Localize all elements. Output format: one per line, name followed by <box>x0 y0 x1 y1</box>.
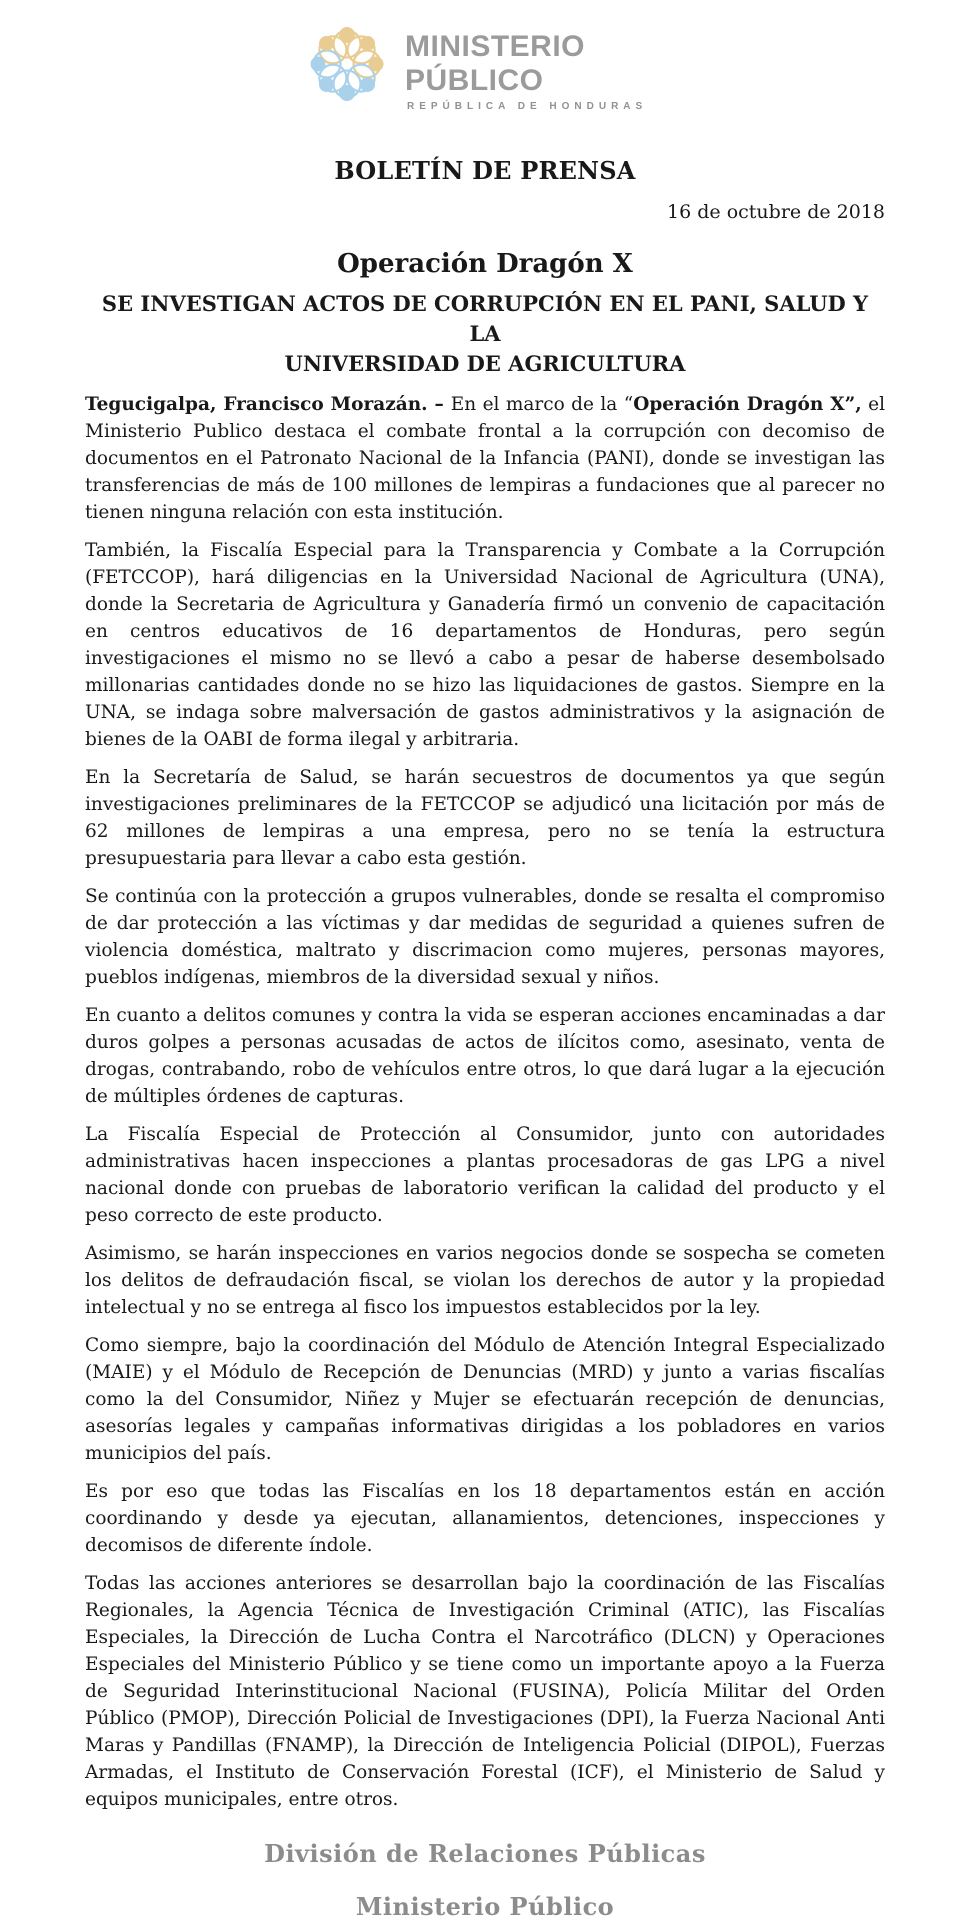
logo-container <box>0 14 970 114</box>
operation-subtitle-line1: SE INVESTIGAN ACTOS DE CORRUPCIÓN EN EL PANI, SALUD Y LA <box>101 291 869 346</box>
footer-division: División de Relaciones Públicas <box>264 1839 706 1869</box>
paragraph-defraudacion-fiscal: Asimismo, se harán inspecciones en varios negocios donde se sospecha se cometen los delitos de defraudación fiscal, se violan los derechos de autor y la propiedad intelectual y no se entrega al fisco los impuestos establecidos por la ley. <box>85 1243 885 1319</box>
lead-paragraph <box>85 386 885 526</box>
paragraph-proteccion-consumidor: La Fiscalía Especial de Protección al Consumidor, junto con autoridades administrativas hacen inspecciones a plantas procesadoras de gas LPG a nivel nacional donde con pruebas de laboratorio verifican la calidad del producto y el peso correcto de este producto. <box>85 1124 885 1227</box>
logo-emblem-people-circle <box>311 27 384 101</box>
ministerio-publico-logo <box>299 14 671 114</box>
paragraph-coordinacion-instituciones: Todas las acciones anteriores se desarrollan bajo la coordinación de las Fiscalías Regionales, la Agencia Técnica de Investigación Criminal (ATIC), las Fiscalías Especiales, la Dirección de Lucha Contra el Narcotráfico (DLCN) y Operaciones Especiales del Ministerio Público y se tiene como un importante apoyo a la Fuerza de Seguridad Interinstitucional Nacional (FUSINA), Policía Militar del Orden Público (PMOP), Dirección Policial de Investigaciones (DPI), la Fuerza Nacional Anti Maras y Pandillas (FNAMP), la Dirección de Inteligencia Policial (DIPOL), Fuerzas Armadas, el Instituto de Conservación Forestal (ICF), el Ministerio de Salud y equipos municipales, entre otros. <box>85 1573 885 1811</box>
lead-dateline: Tegucigalpa, Francisco Morazán. – <box>85 394 451 416</box>
document-date: 16 de octubre de 2018 <box>667 201 885 223</box>
footer-ministerio: Ministerio Público <box>355 1892 615 1921</box>
document-content <box>85 156 885 1921</box>
logo-text-republica: REPÚBLICA DE HONDURAS <box>407 101 648 112</box>
operation-subtitle-line2: UNIVERSIDAD DE AGRICULTURA <box>284 350 686 376</box>
lead-segment-1: En el marco de la “ <box>450 394 634 416</box>
logo-text-ministerio: MINISTERIO <box>405 30 586 63</box>
body-text <box>85 386 885 1813</box>
paragraph-delitos-comunes: En cuanto a delitos comunes y contra la vida se esperan acciones encaminadas a dar duros golpes a personas acusadas de actos de ilícitos como, asesinato, venta de drogas, contrabando, robo de vehículos entre otros, lo que dará lugar a la ejecución de múltiples órdenes de capturas. <box>85 1005 885 1108</box>
operation-subtitle <box>85 289 885 378</box>
document-title: BOLETÍN DE PRENSA <box>334 156 636 185</box>
operation-title: Operación Dragón X <box>337 249 633 279</box>
paragraph-fiscalias-departamentos: Es por eso que todas las Fiscalías en los 18 departamentos están en acción coordinando y desde ya ejecutan, allanamientos, detenciones, inspecciones y decomisos de diferente índole. <box>85 1481 885 1557</box>
paragraph-maie-mrd: Como siempre, bajo la coordinación del Módulo de Atención Integral Especializado (MAIE) y el Módulo de Recepción de Denuncias (MRD) y junto a varias fiscalías como la del Consumidor, Niñez y Mujer se efectuarán recepción de denuncias, asesorías legales y campañas informativas dirigidas a los pobladores en varios municipios del país. <box>85 1335 885 1465</box>
lead-operation-name: Operación Dragón X”, <box>633 394 862 416</box>
paragraph-grupos-vulnerables: Se continúa con la protección a grupos vulnerables, donde se resalta el compromiso de dar protección a las víctimas y dar medidas de seguridad a quienes sufren de violencia doméstica, maltrato y discrimacion como mujeres, personas mayores, pueblos indígenas, miembros de la diversidad sexual y niños. <box>85 886 885 989</box>
logo-text-publico: PÚBLICO <box>405 64 544 97</box>
lead-segment-2: el Ministerio Publico destaca el combate frontal a la corrupción con decomiso de documentos en el Patronato Nacional de la Infancia (PANI), donde se investigan las transferencias de más de 100 millones de lempiras a fundaciones que al parecer no tienen ninguna relación con esta institución. <box>85 394 885 524</box>
paragraph-fetccop-una: También, la Fiscalía Especial para la Transparencia y Combate a la Corrupción (FETCCOP), hará diligencias en la Universidad Nacional de Agricultura (UNA), donde la Secretaria de Agricultura y Ganadería firmó un convenio de capacitación en centros educativos de 16 departamentos de Honduras, pero según investigaciones el mismo no se llevó a cabo a pesar de haberse desembolsado millonarias cantidades donde no se hizo las liquidaciones de gastos. Siempre en la UNA, se indaga sobre malversación de gastos administrativos y la asignación de bienes de la OABI de forma ilegal y arbitraria. <box>85 540 885 751</box>
document-footer <box>85 1839 885 1921</box>
paragraph-salud: En la Secretaría de Salud, se harán secuestros de documentos ya que según investigaciones preliminares de la FETCCOP se adjudicó una licitación por más de 62 millones de lempiras a una empresa, pero no se tenía la estructura presupuestaria para llevar a cabo esta gestión. <box>85 767 885 870</box>
